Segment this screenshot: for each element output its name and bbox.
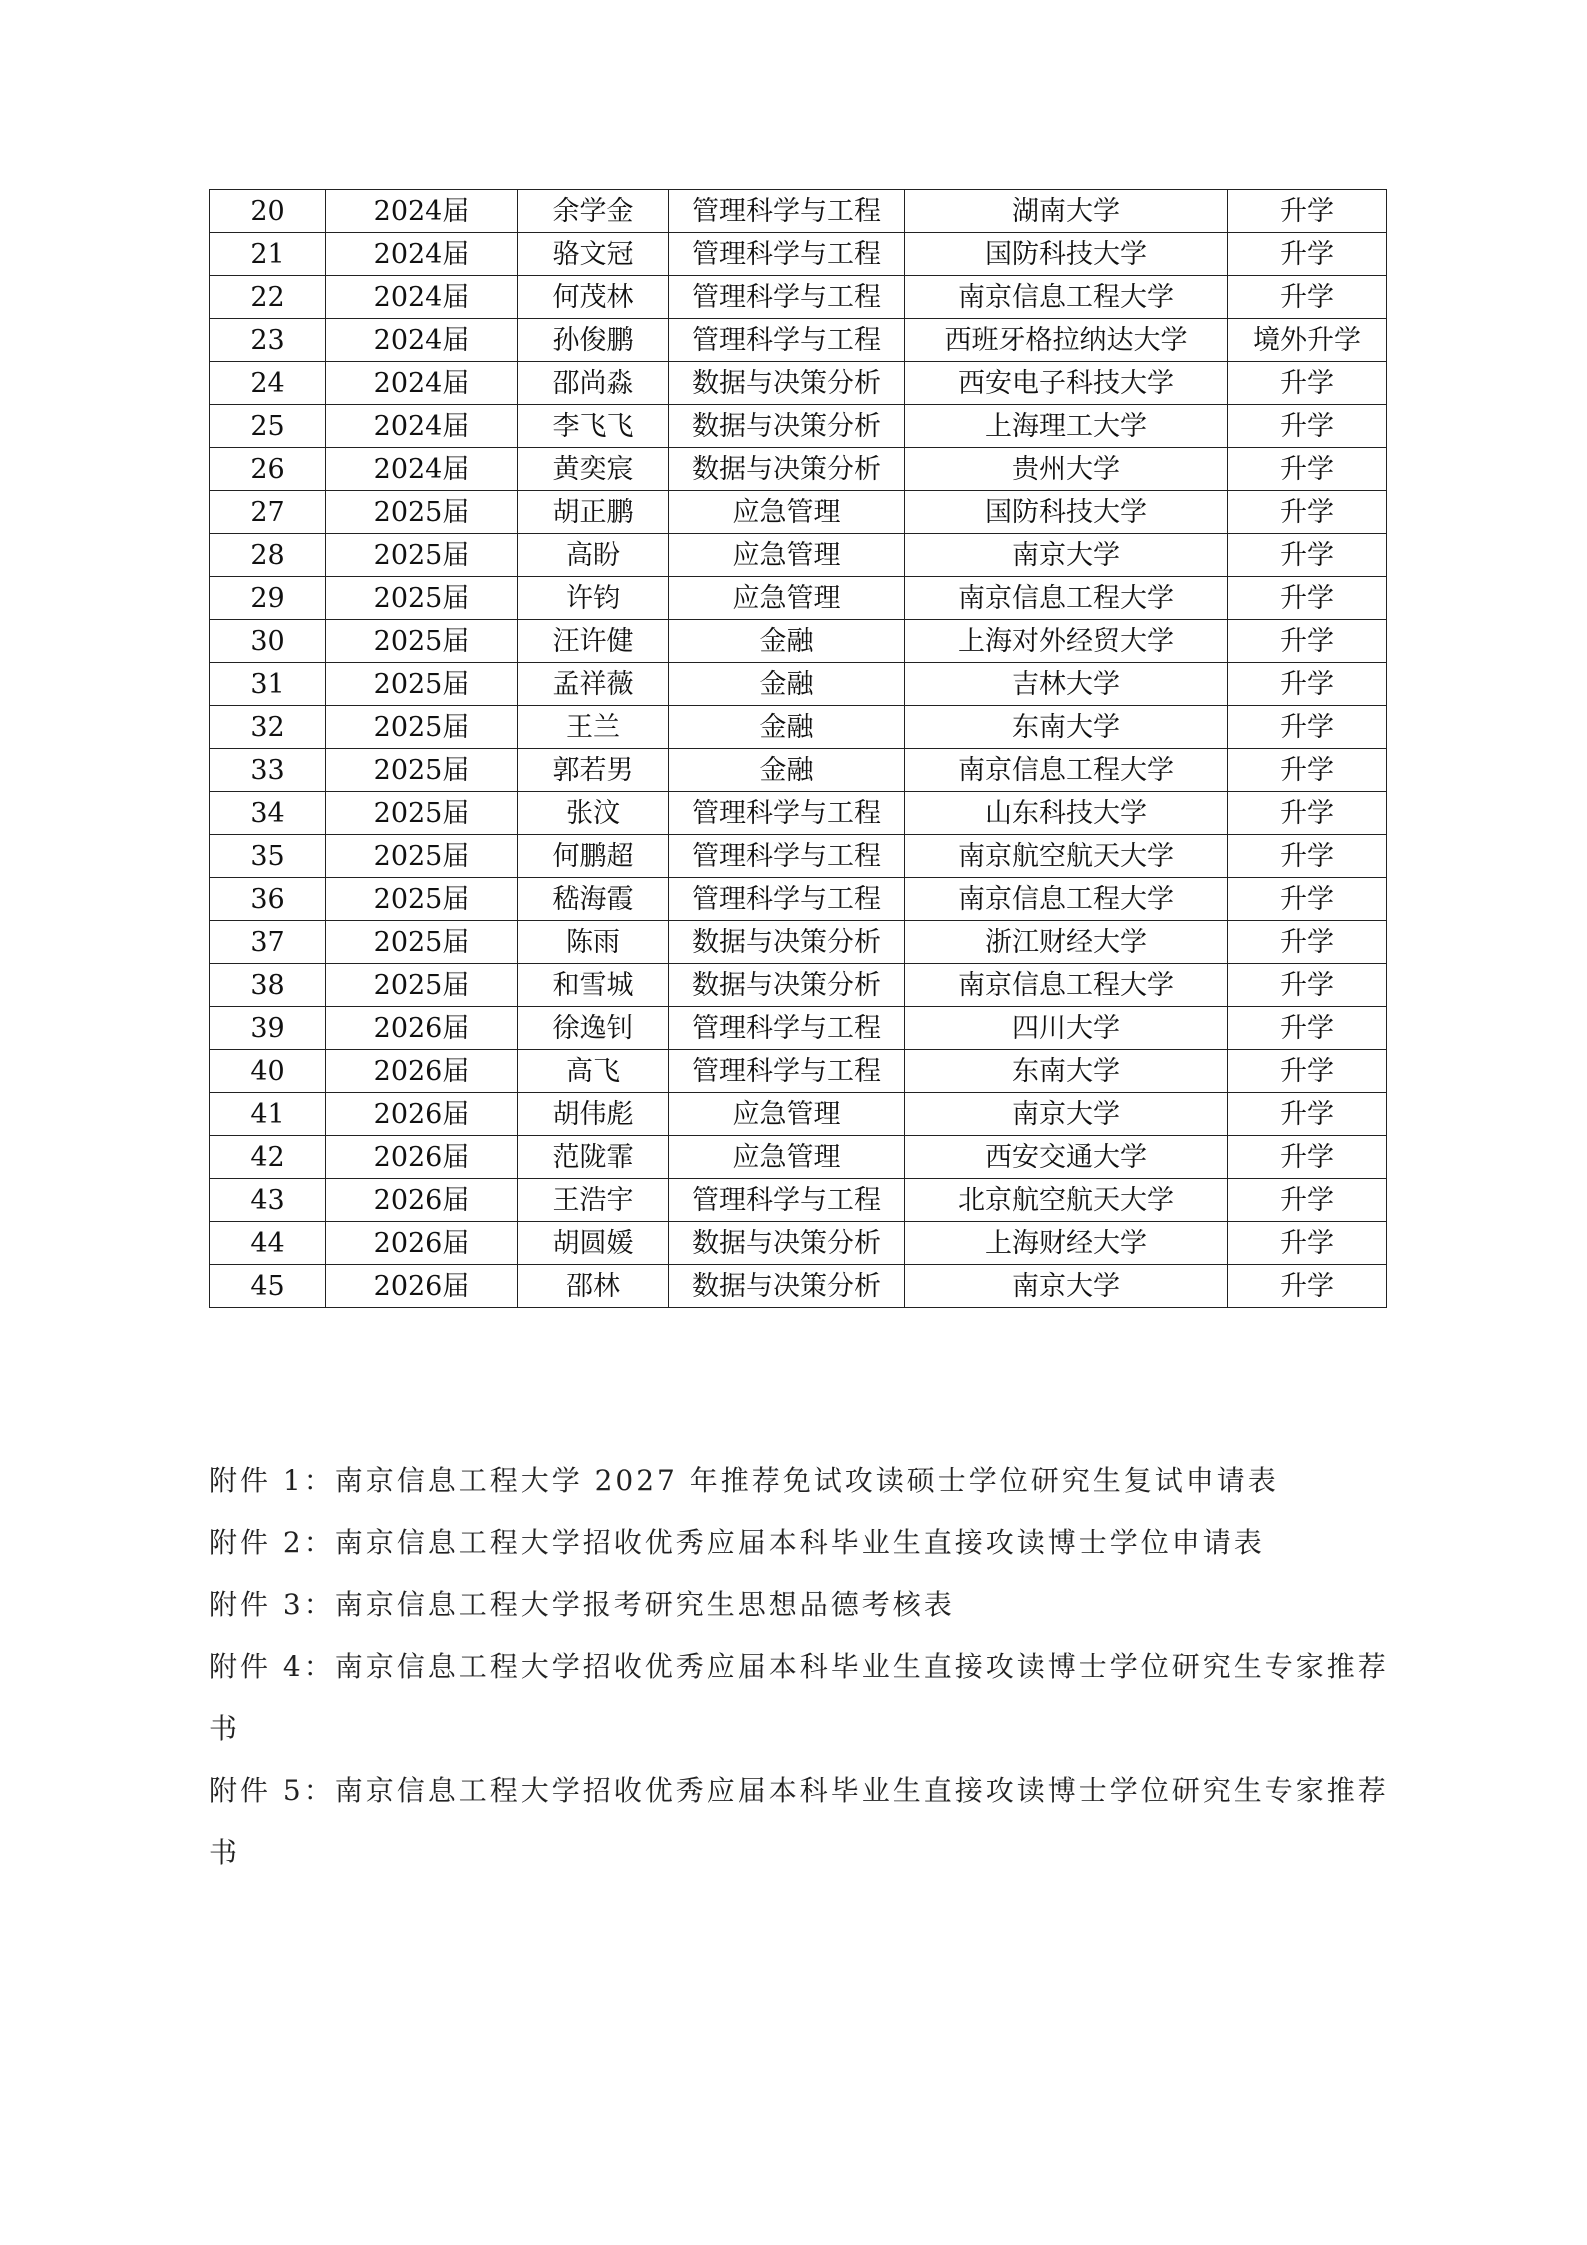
- cell-major: 数据与决策分析: [669, 1265, 905, 1308]
- cell-year: 2024届: [326, 448, 518, 491]
- cell-type: 升学: [1228, 233, 1387, 276]
- table-row: [210, 1050, 1387, 1093]
- cell-type: 升学: [1228, 835, 1387, 878]
- cell-school: 南京信息工程大学: [905, 577, 1228, 620]
- cell-number: 41: [210, 1093, 326, 1136]
- cell-type: 升学: [1228, 1265, 1387, 1308]
- cell-type: 升学: [1228, 1179, 1387, 1222]
- cell-school: 西班牙格拉纳达大学: [905, 319, 1228, 362]
- cell-type: 境外升学: [1228, 319, 1387, 362]
- cell-year: 2025届: [326, 620, 518, 663]
- cell-type: 升学: [1228, 276, 1387, 319]
- cell-major: 管理科学与工程: [669, 835, 905, 878]
- cell-number: 31: [210, 663, 326, 706]
- cell-number: 30: [210, 620, 326, 663]
- cell-type: 升学: [1228, 534, 1387, 577]
- table-row: [210, 319, 1387, 362]
- cell-type: 升学: [1228, 1007, 1387, 1050]
- cell-school: 南京信息工程大学: [905, 749, 1228, 792]
- cell-school: 南京航空航天大学: [905, 835, 1228, 878]
- table-row: [210, 1265, 1387, 1308]
- cell-major: 管理科学与工程: [669, 1179, 905, 1222]
- table-row: [210, 792, 1387, 835]
- cell-year: 2024届: [326, 405, 518, 448]
- cell-major: 管理科学与工程: [669, 276, 905, 319]
- cell-type: 升学: [1228, 1222, 1387, 1265]
- cell-major: 管理科学与工程: [669, 319, 905, 362]
- cell-number: 35: [210, 835, 326, 878]
- cell-school: 贵州大学: [905, 448, 1228, 491]
- cell-name: 何鹏超: [518, 835, 669, 878]
- attachment-3: 附件 3：南京信息工程大学报考研究生思想品德考核表: [209, 1588, 955, 1621]
- cell-name: 胡圆媛: [518, 1222, 669, 1265]
- cell-name: 郭若男: [518, 749, 669, 792]
- attachment-4: 附件 4：南京信息工程大学招收优秀应届本科毕业生直接攻读博士学位研究生专家推荐书: [209, 1650, 1389, 1745]
- attachment-5: 附件 5：南京信息工程大学招收优秀应届本科毕业生直接攻读博士学位研究生专家推荐书: [209, 1774, 1389, 1869]
- cell-number: 24: [210, 362, 326, 405]
- cell-school: 西安交通大学: [905, 1136, 1228, 1179]
- cell-number: 29: [210, 577, 326, 620]
- cell-year: 2024届: [326, 276, 518, 319]
- table-row: [210, 835, 1387, 878]
- table-row: [210, 534, 1387, 577]
- table-row: [210, 1179, 1387, 1222]
- cell-major: 应急管理: [669, 1093, 905, 1136]
- cell-year: 2026届: [326, 1222, 518, 1265]
- cell-number: 23: [210, 319, 326, 362]
- student-table: [209, 189, 1387, 1308]
- table-row: [210, 1136, 1387, 1179]
- cell-type: 升学: [1228, 1050, 1387, 1093]
- cell-number: 20: [210, 190, 326, 233]
- cell-major: 金融: [669, 706, 905, 749]
- attachment-1: 附件 1：南京信息工程大学 2027 年推荐免试攻读硕士学位研究生复试申请表: [209, 1464, 1279, 1497]
- cell-school: 上海财经大学: [905, 1222, 1228, 1265]
- attachment-2: 附件 2：南京信息工程大学招收优秀应届本科毕业生直接攻读博士学位申请表: [209, 1526, 1265, 1559]
- cell-school: 南京大学: [905, 1265, 1228, 1308]
- cell-name: 骆文冠: [518, 233, 669, 276]
- cell-name: 余学金: [518, 190, 669, 233]
- cell-type: 升学: [1228, 964, 1387, 1007]
- cell-year: 2026届: [326, 1050, 518, 1093]
- table-row: [210, 276, 1387, 319]
- cell-number: 26: [210, 448, 326, 491]
- cell-school: 山东科技大学: [905, 792, 1228, 835]
- cell-name: 和雪城: [518, 964, 669, 1007]
- cell-school: 南京大学: [905, 534, 1228, 577]
- cell-major: 管理科学与工程: [669, 792, 905, 835]
- cell-year: 2025届: [326, 534, 518, 577]
- cell-major: 应急管理: [669, 491, 905, 534]
- cell-major: 金融: [669, 620, 905, 663]
- cell-major: 数据与决策分析: [669, 964, 905, 1007]
- cell-type: 升学: [1228, 749, 1387, 792]
- cell-number: 42: [210, 1136, 326, 1179]
- cell-school: 南京信息工程大学: [905, 964, 1228, 1007]
- table-row: [210, 491, 1387, 534]
- cell-name: 邵林: [518, 1265, 669, 1308]
- cell-name: 范陇霏: [518, 1136, 669, 1179]
- cell-major: 金融: [669, 663, 905, 706]
- cell-number: 21: [210, 233, 326, 276]
- cell-school: 国防科技大学: [905, 491, 1228, 534]
- cell-name: 邵尚淼: [518, 362, 669, 405]
- cell-type: 升学: [1228, 1093, 1387, 1136]
- cell-name: 汪许健: [518, 620, 669, 663]
- cell-number: 44: [210, 1222, 326, 1265]
- cell-school: 四川大学: [905, 1007, 1228, 1050]
- cell-year: 2026届: [326, 1007, 518, 1050]
- cell-number: 36: [210, 878, 326, 921]
- cell-type: 升学: [1228, 362, 1387, 405]
- cell-type: 升学: [1228, 405, 1387, 448]
- cell-name: 李飞飞: [518, 405, 669, 448]
- cell-number: 45: [210, 1265, 326, 1308]
- cell-type: 升学: [1228, 878, 1387, 921]
- cell-year: 2026届: [326, 1179, 518, 1222]
- cell-type: 升学: [1228, 448, 1387, 491]
- cell-name: 高盼: [518, 534, 669, 577]
- student-table-body: [210, 190, 1387, 1308]
- cell-number: 33: [210, 749, 326, 792]
- cell-school: 吉林大学: [905, 663, 1228, 706]
- cell-major: 金融: [669, 749, 905, 792]
- cell-number: 32: [210, 706, 326, 749]
- cell-number: 22: [210, 276, 326, 319]
- cell-major: 管理科学与工程: [669, 233, 905, 276]
- cell-name: 高飞: [518, 1050, 669, 1093]
- cell-major: 应急管理: [669, 534, 905, 577]
- table-row: [210, 233, 1387, 276]
- cell-year: 2025届: [326, 964, 518, 1007]
- cell-year: 2025届: [326, 577, 518, 620]
- table-row: [210, 448, 1387, 491]
- cell-year: 2026届: [326, 1136, 518, 1179]
- cell-type: 升学: [1228, 663, 1387, 706]
- cell-number: 39: [210, 1007, 326, 1050]
- table-row: [210, 706, 1387, 749]
- cell-year: 2026届: [326, 1093, 518, 1136]
- cell-major: 管理科学与工程: [669, 1050, 905, 1093]
- table-row: [210, 964, 1387, 1007]
- cell-type: 升学: [1228, 620, 1387, 663]
- cell-name: 胡正鹏: [518, 491, 669, 534]
- cell-year: 2025届: [326, 878, 518, 921]
- cell-name: 孟祥薇: [518, 663, 669, 706]
- cell-name: 许钧: [518, 577, 669, 620]
- cell-school: 南京大学: [905, 1093, 1228, 1136]
- cell-major: 数据与决策分析: [669, 448, 905, 491]
- cell-year: 2024届: [326, 233, 518, 276]
- cell-number: 25: [210, 405, 326, 448]
- cell-school: 东南大学: [905, 1050, 1228, 1093]
- cell-name: 张汶: [518, 792, 669, 835]
- cell-year: 2025届: [326, 835, 518, 878]
- cell-year: 2025届: [326, 663, 518, 706]
- cell-number: 28: [210, 534, 326, 577]
- cell-name: 王兰: [518, 706, 669, 749]
- cell-school: 西安电子科技大学: [905, 362, 1228, 405]
- cell-type: 升学: [1228, 491, 1387, 534]
- cell-type: 升学: [1228, 792, 1387, 835]
- cell-name: 何茂林: [518, 276, 669, 319]
- cell-school: 南京信息工程大学: [905, 878, 1228, 921]
- table-row: [210, 749, 1387, 792]
- cell-school: 北京航空航天大学: [905, 1179, 1228, 1222]
- table-row: [210, 1007, 1387, 1050]
- cell-type: 升学: [1228, 921, 1387, 964]
- cell-year: 2024届: [326, 319, 518, 362]
- cell-year: 2025届: [326, 706, 518, 749]
- cell-year: 2025届: [326, 491, 518, 534]
- cell-number: 34: [210, 792, 326, 835]
- cell-year: 2024届: [326, 362, 518, 405]
- table-row: [210, 878, 1387, 921]
- cell-school: 湖南大学: [905, 190, 1228, 233]
- cell-name: 胡伟彪: [518, 1093, 669, 1136]
- cell-type: 升学: [1228, 706, 1387, 749]
- cell-name: 徐逸钊: [518, 1007, 669, 1050]
- cell-major: 应急管理: [669, 1136, 905, 1179]
- cell-year: 2026届: [326, 1265, 518, 1308]
- cell-number: 37: [210, 921, 326, 964]
- table-row: [210, 1222, 1387, 1265]
- cell-major: 数据与决策分析: [669, 362, 905, 405]
- cell-year: 2025届: [326, 921, 518, 964]
- cell-name: 王浩宇: [518, 1179, 669, 1222]
- cell-number: 27: [210, 491, 326, 534]
- cell-major: 应急管理: [669, 577, 905, 620]
- table-row: [210, 190, 1387, 233]
- table-row: [210, 362, 1387, 405]
- table-row: [210, 620, 1387, 663]
- table-row: [210, 577, 1387, 620]
- cell-major: 数据与决策分析: [669, 1222, 905, 1265]
- cell-major: 管理科学与工程: [669, 1007, 905, 1050]
- cell-name: 黄奕宸: [518, 448, 669, 491]
- cell-year: 2025届: [326, 792, 518, 835]
- cell-name: 孙俊鹏: [518, 319, 669, 362]
- table-row: [210, 1093, 1387, 1136]
- cell-major: 管理科学与工程: [669, 190, 905, 233]
- cell-school: 东南大学: [905, 706, 1228, 749]
- cell-school: 上海理工大学: [905, 405, 1228, 448]
- cell-school: 国防科技大学: [905, 233, 1228, 276]
- attachment-list: [209, 1450, 1389, 1884]
- cell-name: 嵇海霞: [518, 878, 669, 921]
- cell-school: 浙江财经大学: [905, 921, 1228, 964]
- cell-school: 南京信息工程大学: [905, 276, 1228, 319]
- cell-number: 38: [210, 964, 326, 1007]
- cell-number: 40: [210, 1050, 326, 1093]
- cell-year: 2024届: [326, 190, 518, 233]
- cell-type: 升学: [1228, 190, 1387, 233]
- cell-type: 升学: [1228, 577, 1387, 620]
- cell-type: 升学: [1228, 1136, 1387, 1179]
- table-row: [210, 405, 1387, 448]
- cell-major: 数据与决策分析: [669, 405, 905, 448]
- cell-major: 管理科学与工程: [669, 878, 905, 921]
- cell-year: 2025届: [326, 749, 518, 792]
- cell-school: 上海对外经贸大学: [905, 620, 1228, 663]
- cell-number: 43: [210, 1179, 326, 1222]
- cell-major: 数据与决策分析: [669, 921, 905, 964]
- table-row: [210, 921, 1387, 964]
- cell-name: 陈雨: [518, 921, 669, 964]
- table-row: [210, 663, 1387, 706]
